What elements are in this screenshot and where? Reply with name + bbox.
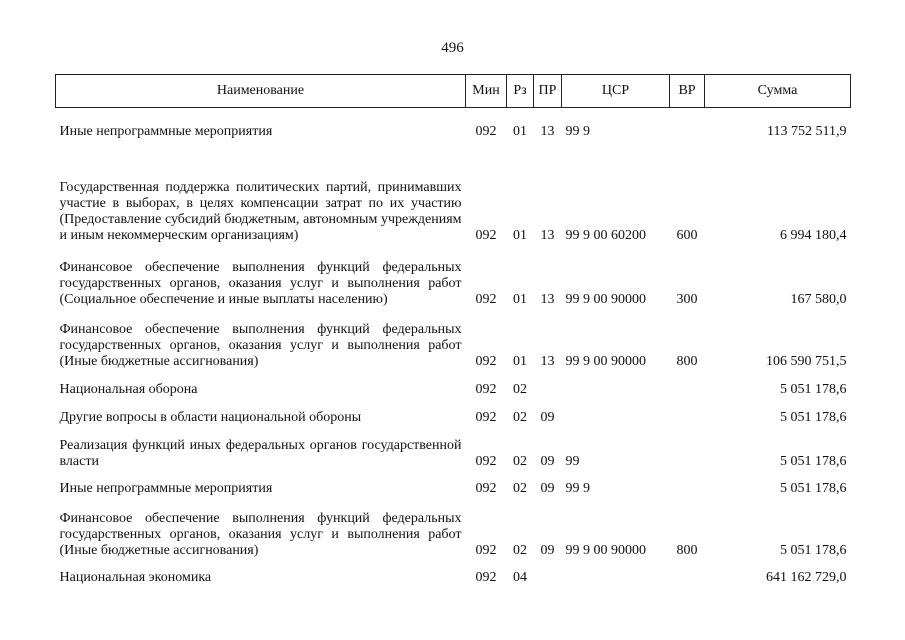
row-rz: 01 bbox=[513, 123, 527, 139]
table-row bbox=[56, 108, 851, 140]
row-name: Финансовое обеспечение выполнения функций федеральных государственных органов, оказания услуг и выполнения работ (Иные бюджетные ассигнования) bbox=[59, 321, 462, 369]
row-rz: 02 bbox=[513, 480, 527, 496]
row-sum: 5 051 178,6 bbox=[780, 381, 847, 397]
row-rz: 02 bbox=[513, 409, 527, 425]
row-rz: 01 bbox=[513, 291, 527, 307]
budget-table bbox=[55, 74, 851, 586]
row-min: 092 bbox=[475, 542, 497, 558]
row-pr bbox=[534, 370, 562, 398]
row-sum: 106 590 751,5 bbox=[766, 353, 847, 369]
table-row bbox=[56, 308, 851, 370]
header-pr: ПР bbox=[534, 75, 562, 108]
table-row bbox=[56, 470, 851, 497]
header-vr: ВР bbox=[670, 75, 705, 108]
row-min: 092 bbox=[475, 227, 497, 243]
row-sum: 5 051 178,6 bbox=[780, 409, 847, 425]
row-vr bbox=[670, 108, 705, 140]
row-sum: 6 994 180,4 bbox=[780, 227, 847, 243]
row-vr: 800 bbox=[676, 353, 698, 369]
row-pr: 13 bbox=[540, 227, 555, 243]
row-vr bbox=[670, 559, 705, 586]
row-pr: 09 bbox=[540, 480, 555, 496]
row-pr: 09 bbox=[540, 453, 555, 469]
row-min: 092 bbox=[475, 353, 497, 369]
row-csr bbox=[562, 559, 670, 586]
row-min: 092 bbox=[475, 381, 497, 397]
row-csr: 99 9 bbox=[565, 480, 590, 496]
row-csr: 99 9 00 90000 bbox=[565, 353, 646, 369]
table-row bbox=[56, 244, 851, 308]
row-csr bbox=[562, 398, 670, 426]
table-row bbox=[56, 398, 851, 426]
row-pr: 13 bbox=[540, 353, 555, 369]
row-min: 092 bbox=[475, 409, 497, 425]
row-vr bbox=[670, 470, 705, 497]
row-sum: 113 752 511,9 bbox=[767, 123, 847, 139]
table-row bbox=[56, 426, 851, 470]
row-rz: 02 bbox=[513, 542, 527, 558]
row-name: Государственная поддержка политических партий, принимавших участие в выборах, в целях компенсации затрат по их участию (Предоставление субсидий бюджетным, автономным учреждениям и иным некоммерческим организациям) bbox=[59, 179, 462, 243]
row-name: Другие вопросы в области национальной обороны bbox=[59, 409, 362, 425]
row-pr bbox=[534, 559, 562, 586]
row-sum: 5 051 178,6 bbox=[780, 480, 847, 496]
table-row bbox=[56, 140, 851, 244]
header-name: Наименование bbox=[56, 75, 466, 108]
row-sum: 5 051 178,6 bbox=[780, 542, 847, 558]
row-pr: 13 bbox=[540, 291, 555, 307]
row-min: 092 bbox=[475, 123, 497, 139]
row-name: Реализация функций иных федеральных органов государственной власти bbox=[59, 437, 462, 469]
row-name: Национальная экономика bbox=[59, 569, 212, 585]
row-name: Иные непрограммные мероприятия bbox=[59, 480, 273, 496]
header-rz: Рз bbox=[507, 75, 534, 108]
row-sum: 5 051 178,6 bbox=[780, 453, 847, 469]
row-min: 092 bbox=[475, 480, 497, 496]
row-pr: 09 bbox=[540, 409, 555, 425]
table-header-row bbox=[56, 75, 851, 108]
table-row bbox=[56, 370, 851, 398]
header-csr: ЦСР bbox=[562, 75, 670, 108]
row-rz: 02 bbox=[513, 453, 527, 469]
row-rz: 02 bbox=[513, 381, 527, 397]
row-name: Иные непрограммные мероприятия bbox=[59, 123, 273, 139]
row-csr: 99 bbox=[565, 453, 580, 469]
row-vr: 600 bbox=[676, 227, 698, 243]
row-min: 092 bbox=[475, 453, 497, 469]
row-rz: 04 bbox=[513, 569, 527, 585]
row-vr bbox=[670, 426, 705, 470]
row-csr: 99 9 00 90000 bbox=[565, 542, 646, 558]
row-csr: 99 9 bbox=[565, 123, 590, 139]
row-pr: 13 bbox=[540, 123, 555, 139]
row-min: 092 bbox=[475, 569, 497, 585]
row-rz: 01 bbox=[513, 227, 527, 243]
table-row bbox=[56, 559, 851, 586]
row-sum: 167 580,0 bbox=[790, 291, 847, 307]
row-vr bbox=[670, 398, 705, 426]
row-pr: 09 bbox=[540, 542, 555, 558]
row-csr: 99 9 00 60200 bbox=[565, 227, 646, 243]
row-name: Финансовое обеспечение выполнения функций федеральных государственных органов, оказания услуг и выполнения работ (Социальное обеспечение и иные выплаты населению) bbox=[59, 259, 462, 307]
page-number: 496 bbox=[441, 40, 464, 56]
row-min: 092 bbox=[475, 291, 497, 307]
row-rz: 01 bbox=[513, 353, 527, 369]
row-csr: 99 9 00 90000 bbox=[565, 291, 646, 307]
row-name: Национальная оборона bbox=[59, 381, 198, 397]
row-csr bbox=[562, 370, 670, 398]
table-row bbox=[56, 497, 851, 559]
row-vr: 300 bbox=[676, 291, 698, 307]
row-sum: 641 162 729,0 bbox=[766, 569, 847, 585]
header-min: Мин bbox=[466, 75, 507, 108]
header-sum: Сумма bbox=[705, 75, 851, 108]
row-name: Финансовое обеспечение выполнения функций федеральных государственных органов, оказания услуг и выполнения работ (Иные бюджетные ассигнования) bbox=[59, 510, 462, 558]
row-vr: 800 bbox=[676, 542, 698, 558]
row-vr bbox=[670, 370, 705, 398]
